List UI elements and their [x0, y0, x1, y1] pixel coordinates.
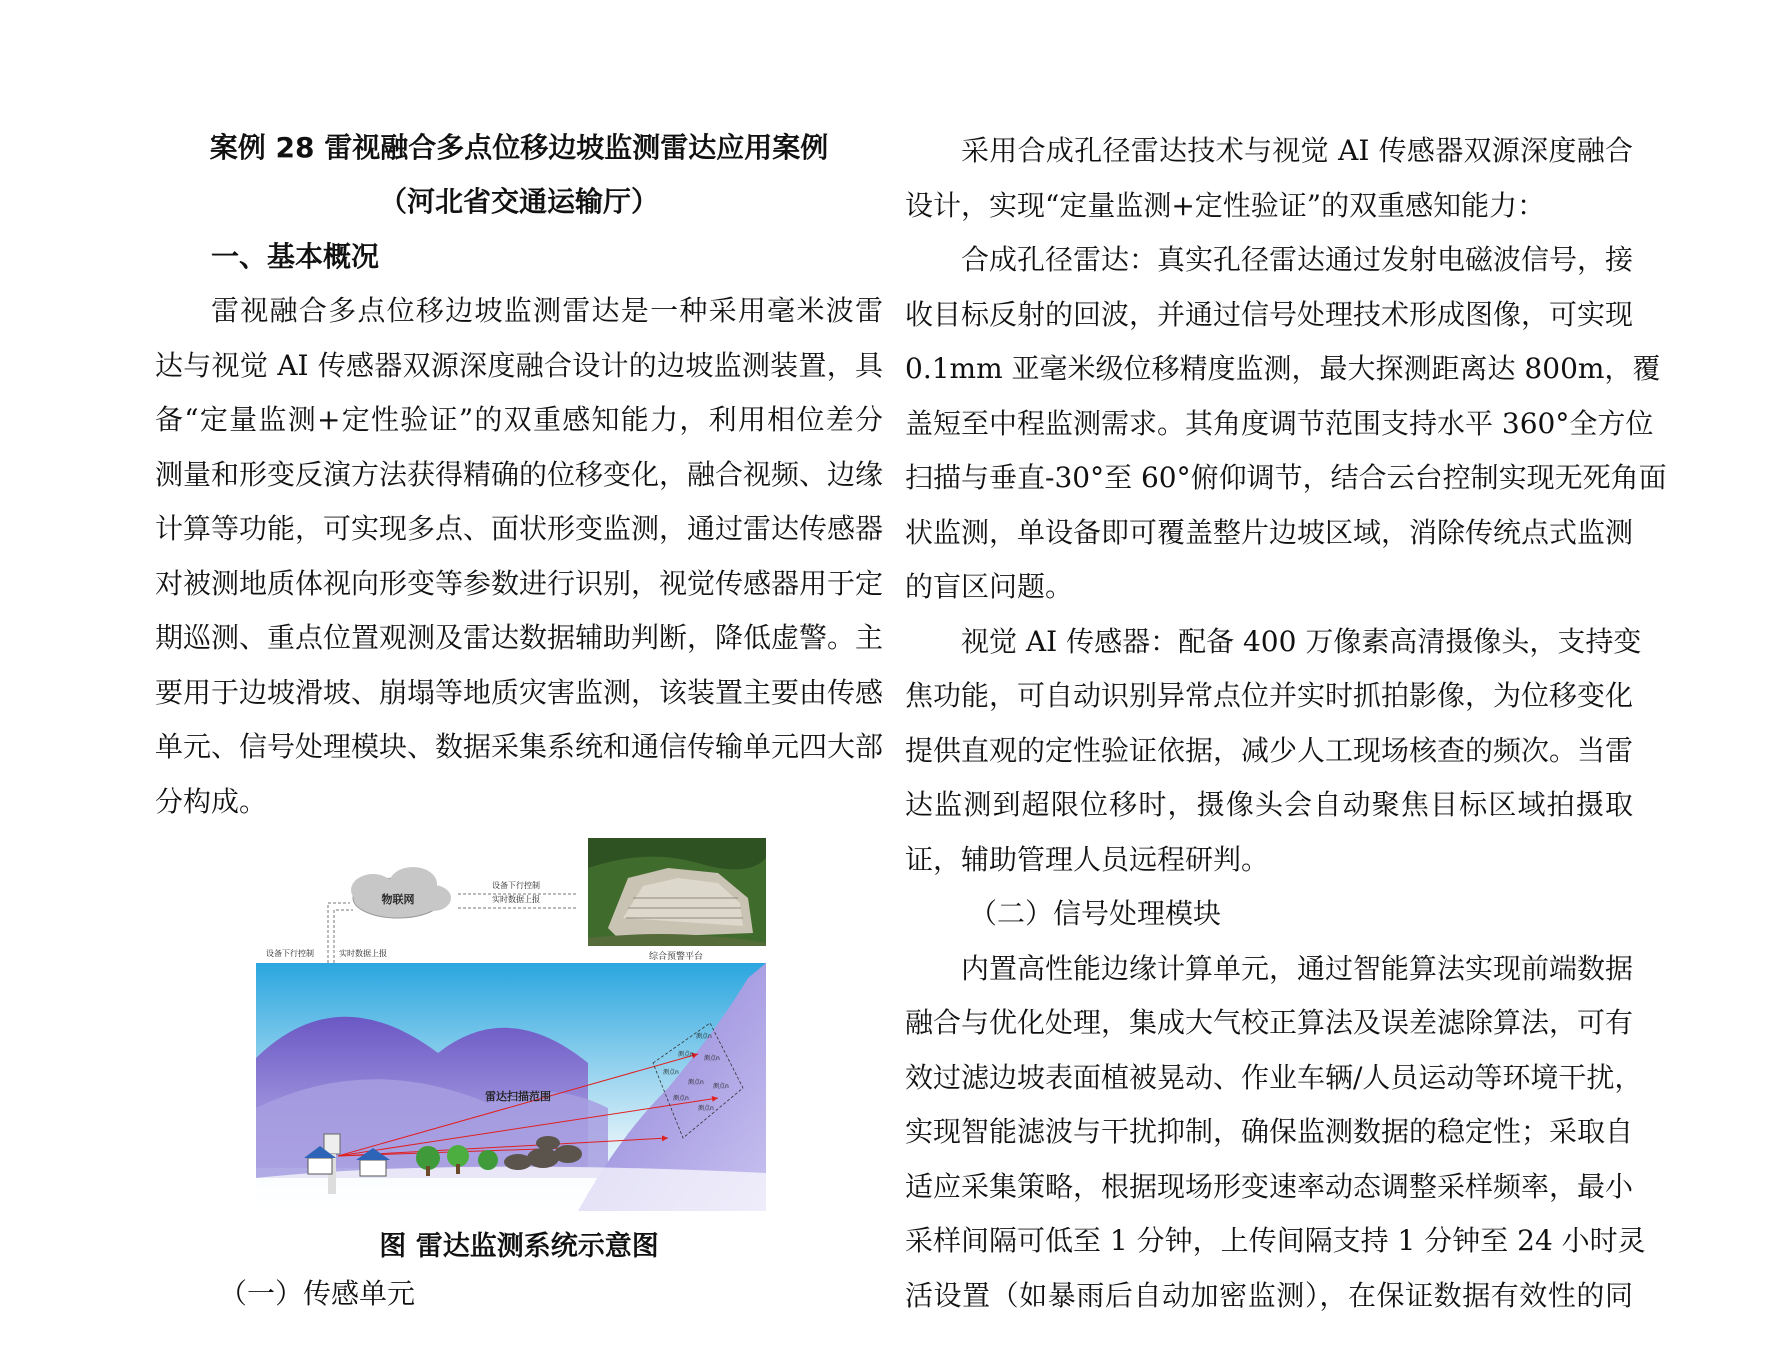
left-up-label: 实时数据上报 — [339, 949, 387, 958]
scan-range-label: 雷达扫描范围 — [485, 1090, 551, 1103]
subsection-heading-sensing-unit: （一）传感单元 — [219, 1277, 416, 1310]
paragraph-line: 合成孔径雷达：真实孔径雷达通过发射电磁波信号，接 — [961, 243, 1634, 276]
figure-caption: 图 雷达监测系统示意图 — [379, 1231, 659, 1262]
paragraph-line: 融合与优化处理，集成大气校正算法及误差滤除算法，可有 — [905, 1006, 1634, 1039]
paragraph-line: 备“定量监测+定性验证”的双重感知能力，利用相位差分 — [155, 403, 883, 436]
paragraph-line: 要用于边坡滑坡、崩塌等地质灾害监测，该装置主要由传感 — [155, 676, 884, 709]
point-label: 测点n — [663, 1069, 679, 1076]
point-label: 测点n — [678, 1051, 694, 1058]
left-down-label: 设备下行控制 — [266, 949, 314, 958]
paragraph-line: 焦功能，可自动识别异常点位并实时抓拍影像，为位移变化 — [905, 679, 1634, 712]
paragraph-line: 效过滤边坡表面植被晃动、作业车辆/人员运动等环境干扰， — [905, 1061, 1643, 1094]
paragraph-line: 分构成。 — [155, 785, 268, 818]
point-label: 测点n — [713, 1083, 729, 1090]
point-label: 测点n — [704, 1055, 720, 1062]
paragraph-line: 0.1mm 亚毫米级位移精度监测，最大探测距离达 800m，覆 — [905, 352, 1661, 385]
platform-photo — [588, 838, 766, 946]
paragraph-line: 对被测地质体视向形变等参数进行识别，视觉传感器用于定 — [155, 567, 884, 600]
paragraph-line: 实现智能滤波与干扰抑制，确保监测数据的稳定性；采取自 — [905, 1115, 1634, 1148]
document-subtitle: （河北省交通运输厅） — [378, 185, 659, 218]
paragraph-line: 测量和形变反演方法获得精确的位移变化，融合视频、边缘 — [155, 458, 884, 491]
point-label: 测点n — [673, 1095, 689, 1102]
point-label: 测点n — [688, 1079, 704, 1086]
paragraph-line: 盖短至中程监测需求。其角度调节范围支持水平 360°全方位 — [905, 407, 1654, 440]
paragraph-line: 证，辅助管理人员远程研判。 — [905, 843, 1270, 876]
radar-system-diagram — [248, 838, 788, 1213]
paragraph-line: 雷视融合多点位移边坡监测雷达是一种采用毫米波雷 — [211, 294, 883, 327]
paragraph-line: 达与视觉 AI 传感器双源深度融合设计的边坡监测装置，具 — [155, 349, 883, 382]
point-label: 测点n — [698, 1105, 714, 1112]
paragraph-line: 适应采集策略，根据现场形变速率动态调整采样频率，最小 — [905, 1170, 1634, 1203]
paragraph-line: 提供直观的定性验证依据，减少人工现场核查的频次。当雷 — [905, 734, 1634, 767]
diagram-svg — [248, 838, 788, 1213]
paragraph-line: 计算等功能，可实现多点、面状形变监测，通过雷达传感器 — [155, 512, 884, 545]
paragraph-line: 单元、信号处理模块、数据采集系统和通信传输单元四大部 — [155, 730, 884, 763]
paragraph-line: 收目标反射的回波，并通过信号处理技术形成图像，可实现 — [905, 298, 1634, 331]
paragraph-line: 采用合成孔径雷达技术与视觉 AI 传感器双源深度融合 — [961, 134, 1633, 167]
subsection-heading-signal-processing: （二）信号处理模块 — [969, 897, 1222, 930]
paragraph-line: 期巡测、重点位置观测及雷达数据辅助判断，降低虚警。主 — [155, 621, 884, 654]
document-title: 案例 28 雷视融合多点位移边坡监测雷达应用案例 — [209, 131, 829, 164]
paragraph-line: 视觉 AI 传感器：配备 400 万像素高清摄像头，支持变 — [961, 625, 1642, 658]
section-heading-basic-overview: 一、基本概况 — [211, 240, 380, 273]
paragraph-line: 的盲区问题。 — [905, 570, 1074, 603]
paragraph-line: 活设置（如暴雨后自动加密监测），在保证数据有效性的同 — [905, 1279, 1633, 1312]
paragraph-line: 设计，实现“定量监测+定性验证”的双重感知能力： — [905, 189, 1546, 222]
down-control-label: 设备下行控制 — [492, 881, 540, 890]
paragraph-line: 扫描与垂直-30°至 60°俯仰调节，结合云台控制实现无死角面 — [905, 461, 1667, 494]
paragraph-line: 采样间隔可低至 1 分钟，上传间隔支持 1 分钟至 24 小时灵 — [905, 1224, 1646, 1257]
paragraph-line: 达监测到超限位移时，摄像头会自动聚焦目标区域拍摄取 — [905, 788, 1633, 821]
iot-cloud-label: 物联网 — [381, 893, 415, 906]
point-label: 测点n — [696, 1033, 712, 1040]
paragraph-line: 内置高性能边缘计算单元，通过智能算法实现前端数据 — [961, 952, 1634, 985]
platform-label: 综合预警平台 — [648, 952, 704, 962]
paragraph-line: 状监测，单设备即可覆盖整片边坡区域，消除传统点式监测 — [905, 516, 1634, 549]
up-data-label: 实时数据上报 — [492, 895, 540, 904]
